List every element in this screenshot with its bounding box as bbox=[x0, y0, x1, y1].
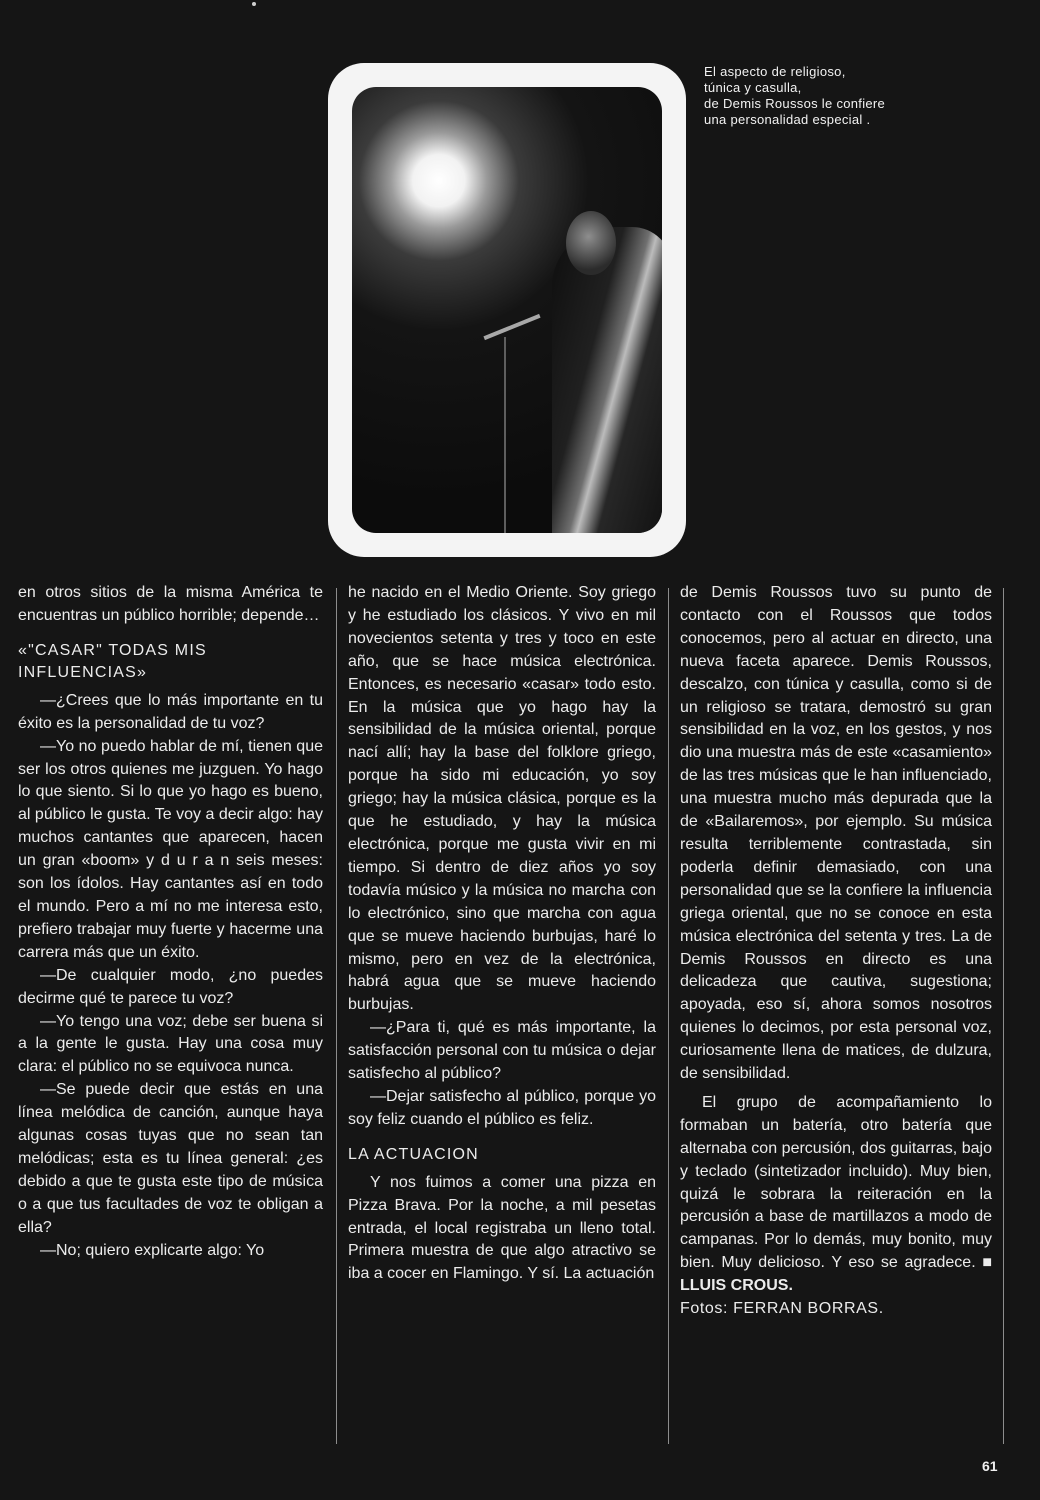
microphone bbox=[483, 314, 540, 340]
mic-stand bbox=[504, 337, 506, 533]
concert-photo bbox=[352, 87, 662, 533]
paragraph: —¿Para ti, qué es más importante, la satisfacción personal con tu música o dejar satisfecho al público? bbox=[348, 1019, 656, 1083]
paragraph: —No; quiero explicarte algo: Yo bbox=[40, 1241, 265, 1259]
singer-figure bbox=[552, 227, 662, 533]
print-dot bbox=[252, 2, 256, 6]
paragraph: de Demis Roussos tuvo su punto de contacto con el Roussos que todos conocemos, pero al actuar en directo, una nueva faceta aparece. Demis Roussos, descalzo, con túnica y casulla, como si de un religioso se tratara, demostró su gran sensibilidad en la voz, en los gestos, y nos dio una muestra más de este «casamiento» de las tres músicas que le han influenciado, una muestra mucho más depurada que la de «Bailaremos», por ejemplo. Su música resulta terriblemente contrastada, sin poderla definir demasiado, con una personalidad que se la confiere la influencia griega oriental, que no se conoce en esta música electrónica del setenta y tres. La de Demis Roussos en directo es una delicadeza que cautiva, sugestiona; apoyada, eso sí, ahora somos nosotros quienes lo decimos, por esta personal voz, curiosamente llena de matices, de dulzura, de sensibilidad. bbox=[680, 584, 992, 1083]
photo-credit: Fotos: FERRAN BORRAS. bbox=[680, 1300, 884, 1318]
photo-caption bbox=[704, 64, 944, 128]
paragraph: he nacido en el Medio Oriente. Soy griego y he estudiado los clásicos. Y vivo en mil novecientos setenta y tres y toco en este año, que se hace música electrónica. Entonces, es necesario «casar» todo esto. En la música que yo hago hay la sensibilidad de la música oriental, porque nací allí; hay la base del folklore griego, porque ha sido mi educación, yo soy griego; hay la música clásica, porque es la que he estudiado, y hay la música electrónica, porque me gusta vivir en mi tiempo. Si dentro de diez años yo soy todavía músico y la música no marcha con lo electrónico, sino que marcha con agua que se mueve haciendo burbujas, haré lo mismo, pero en vez de la electrónica, habrá agua que se mueve haciendo burbujas. bbox=[348, 584, 656, 1014]
article-column-3 bbox=[680, 582, 992, 1444]
author-credit: ■ LLUIS CROUS. bbox=[680, 1254, 993, 1295]
article-column-2 bbox=[348, 582, 656, 1444]
column-divider bbox=[668, 588, 669, 1444]
paragraph-text: El grupo de acompañamiento lo formaban un batería, otro batería que alternaba con percusión, dos guitarras, bajo y teclado (sintetizador incluido). Muy bien, quizá le sobrara la reiteración en la percusión a base de martillazos a modo de campanas. Por lo demás, muy bonito, muy bien. Muy delicioso. Y eso se agradece. bbox=[680, 1093, 992, 1272]
column-divider bbox=[336, 588, 337, 1444]
paragraph: en otros sitios de la misma América te encuentras un público horrible; depende… bbox=[18, 584, 323, 624]
paragraph: Y nos fuimos a comer una pizza en Pizza Brava. Por la noche, a mil pesetas entrada, el local registraba un lleno total. Primera muestra de que algo atractivo se iba a cocer en Flamingo. Y sí. La actuación bbox=[348, 1173, 656, 1283]
section-heading: «"CASAR" TODAS MIS INFLUENCIAS» bbox=[18, 641, 207, 681]
singer-head bbox=[566, 211, 616, 275]
column-divider bbox=[1003, 588, 1004, 1444]
paragraph: —De cualquier modo, ¿no puedes decirme qué te parece tu voz? bbox=[18, 966, 323, 1007]
photo-frame bbox=[328, 63, 686, 557]
paragraph: —Yo no puedo hablar de mí, tienen que ser los otros quienes me juzguen. Yo hago lo que siento. Si lo que yo hago es bueno, al público le gusta. Te voy a decir algo: hay muchos cantantes que aparecen, hacen un gran «boom» y d u r a n seis meses: son los ídolos. Hay cantantes así en todo el mundo. Pero a mí no me interesa esto, prefiero trabajar muy fuerte y hacerme una carrera más que un éxito. bbox=[18, 737, 323, 961]
page-number: 61 bbox=[982, 1458, 998, 1474]
article-column-1 bbox=[18, 582, 323, 1444]
paragraph: —¿Crees que lo más importante en tu éxito es la personalidad de tu voz? bbox=[18, 691, 323, 732]
paragraph: —Yo tengo una voz; debe ser buena si a la gente le gusta. Hay una cosa muy clara: el público no se equivoca nunca. bbox=[18, 1012, 323, 1076]
caption-line: una personalidad especial . bbox=[704, 112, 871, 127]
caption-line: El aspecto de religioso, bbox=[704, 64, 846, 79]
section-heading: LA ACTUACION bbox=[348, 1145, 479, 1163]
paragraph: —Dejar satisfecho al público, porque yo soy feliz cuando el público es feliz. bbox=[348, 1087, 656, 1128]
caption-line: de Demis Roussos le confiere bbox=[704, 96, 886, 111]
paragraph bbox=[680, 1092, 992, 1298]
paragraph: —Se puede decir que estás en una línea melódica de canción, aunque haya algunas cosas tuyas que no sean tan melódicas; esta es tu línea general: ¿es debido a que te gusta este tipo de música o a que tus facultades de voz te obligan a ella? bbox=[18, 1081, 323, 1236]
caption-line: túnica y casulla, bbox=[704, 80, 802, 95]
